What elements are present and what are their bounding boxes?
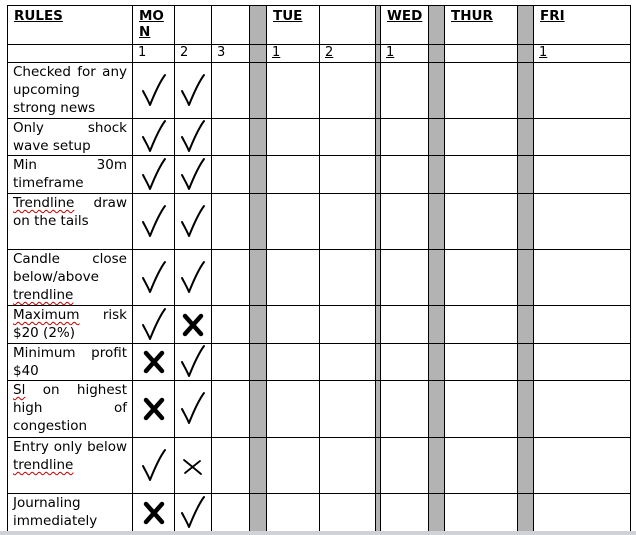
- rule-text: Minimum profit $40: [8, 344, 133, 381]
- wed-header: WED: [381, 6, 429, 45]
- empty-cell: [320, 438, 376, 494]
- day-separator: [250, 63, 267, 119]
- rule-mark-mon-2: [175, 63, 212, 119]
- handwritten-check-icon: [179, 391, 207, 427]
- rule-mark-mon-2: [175, 438, 212, 494]
- day-separator: [429, 6, 445, 45]
- rule-text: Candle close below/above trendline: [8, 250, 133, 306]
- rule-mark-mon-2: [175, 344, 212, 381]
- day-separator: [250, 494, 267, 532]
- empty-cell: [267, 306, 320, 344]
- rule-mark-mon-1: [133, 306, 175, 344]
- rule-row: [8, 306, 631, 344]
- day-separator: [429, 194, 445, 250]
- empty-cell: [534, 381, 631, 438]
- empty-cell: [381, 438, 429, 494]
- empty-cell: [320, 119, 376, 156]
- mon-session-1: 1: [133, 45, 175, 63]
- bold-cross-icon: [143, 350, 165, 374]
- handwritten-check-icon: [179, 495, 207, 531]
- empty-cell: [320, 63, 376, 119]
- empty-cell: [445, 494, 518, 532]
- empty-cell: [212, 381, 250, 438]
- day-separator: [250, 344, 267, 381]
- rule-row: [8, 63, 631, 119]
- rule-mark-mon-2: [175, 494, 212, 532]
- empty-cell: [267, 194, 320, 250]
- rule-text: Checked for any upcoming strong news: [8, 63, 133, 119]
- empty-cell: [320, 250, 376, 306]
- empty-cell: [534, 494, 631, 532]
- rule-row: [8, 194, 631, 250]
- day-separator: [429, 494, 445, 532]
- rule-row: [8, 156, 631, 194]
- rule-text: Sl on highest high of congestion: [8, 381, 133, 438]
- empty-cell: [534, 194, 631, 250]
- empty-cell: [445, 156, 518, 194]
- rule-mark-mon-1: [133, 344, 175, 381]
- rule-row: [8, 438, 631, 494]
- empty-cell: [534, 250, 631, 306]
- thur-header: THUR: [445, 6, 518, 45]
- tue-session-1: 1: [267, 45, 320, 63]
- tue-session-2: 2: [320, 45, 376, 63]
- empty-cell: [267, 494, 320, 532]
- rule-mark-mon-1: [133, 250, 175, 306]
- mon-session-2: 2: [175, 45, 212, 63]
- rule-mark-mon-2: [175, 250, 212, 306]
- rule-text: Maximum risk $20 (2%): [8, 306, 133, 344]
- empty-cell: [212, 194, 250, 250]
- rule-mark-mon-2: [175, 306, 212, 344]
- day-separator: [518, 250, 534, 306]
- mon-session-3: 3: [212, 45, 250, 63]
- rule-mark-mon-1: [133, 194, 175, 250]
- fri-session-1: 1: [534, 45, 631, 63]
- day-separator: [250, 381, 267, 438]
- empty-cell: [381, 381, 429, 438]
- empty-cell: [267, 156, 320, 194]
- day-separator: [518, 381, 534, 438]
- empty-cell: [267, 381, 320, 438]
- day-separator: [518, 119, 534, 156]
- empty-cell: [212, 156, 250, 194]
- handwritten-check-icon: [179, 204, 207, 240]
- fri-header: FRI: [534, 6, 631, 45]
- rule-row: [8, 119, 631, 156]
- rule-mark-mon-1: [133, 494, 175, 532]
- mon-header: MO N: [133, 6, 175, 45]
- day-separator: [250, 119, 267, 156]
- empty-cell: [445, 306, 518, 344]
- empty-cell: [445, 381, 518, 438]
- empty-cell: [381, 63, 429, 119]
- rule-text: Journaling immediately: [8, 494, 133, 532]
- empty-cell: [534, 119, 631, 156]
- handwritten-check-icon: [140, 448, 168, 484]
- empty-cell: [320, 194, 376, 250]
- rule-mark-mon-1: [133, 156, 175, 194]
- handwritten-check-icon: [179, 73, 207, 109]
- empty-cell: [320, 381, 376, 438]
- empty-cell: [534, 306, 631, 344]
- rule-mark-mon-1: [133, 119, 175, 156]
- day-separator: [518, 438, 534, 494]
- empty-cell: [445, 250, 518, 306]
- empty-cell: [381, 494, 429, 532]
- rule-mark-mon-2: [175, 119, 212, 156]
- rule-mark-mon-1: [133, 438, 175, 494]
- session-number-row: [8, 45, 631, 63]
- day-separator: [518, 494, 534, 532]
- empty-cell: [267, 344, 320, 381]
- rule-row: [8, 381, 631, 438]
- empty-cell: [267, 438, 320, 494]
- window-bottom-edge: [0, 531, 636, 535]
- rule-row: [8, 344, 631, 381]
- bold-cross-icon: [182, 313, 204, 337]
- wed-session-1: 1: [381, 45, 429, 63]
- tue-header: TUE: [267, 6, 320, 45]
- empty-cell: [212, 344, 250, 381]
- handwritten-check-icon: [140, 204, 168, 240]
- empty-cell: [381, 344, 429, 381]
- bold-cross-icon: [143, 501, 165, 525]
- empty-cell: [381, 156, 429, 194]
- empty-cell: [445, 344, 518, 381]
- empty-cell: [445, 119, 518, 156]
- handwritten-check-icon: [179, 260, 207, 296]
- thur-session-1: [445, 45, 518, 63]
- empty-cell: [445, 438, 518, 494]
- handwritten-check-icon: [140, 307, 168, 343]
- empty-cell: [267, 250, 320, 306]
- rule-text: Only shock wave setup: [8, 119, 133, 156]
- day-header-row: [8, 6, 631, 45]
- rule-mark-mon-1: [133, 381, 175, 438]
- rule-mark-mon-1: [133, 63, 175, 119]
- empty-cell: [320, 156, 376, 194]
- day-separator: [429, 438, 445, 494]
- day-separator: [429, 381, 445, 438]
- empty-cell: [320, 494, 376, 532]
- rule-row: [8, 494, 631, 532]
- empty-cell: [212, 494, 250, 532]
- empty-cell: [320, 344, 376, 381]
- empty-cell: [445, 63, 518, 119]
- handwritten-check-icon: [140, 119, 168, 155]
- day-separator: [518, 306, 534, 344]
- bold-cross-icon: [143, 397, 165, 421]
- rule-row: [8, 250, 631, 306]
- day-separator: [518, 156, 534, 194]
- handwritten-check-icon: [140, 73, 168, 109]
- rule-mark-mon-2: [175, 381, 212, 438]
- rule-text: Trendline draw on the tails: [8, 194, 133, 250]
- empty-cell: [267, 119, 320, 156]
- rule-mark-mon-2: [175, 156, 212, 194]
- day-separator: [429, 250, 445, 306]
- empty-cell: [534, 344, 631, 381]
- day-separator: [429, 63, 445, 119]
- day-separator: [250, 438, 267, 494]
- empty-cell: [212, 250, 250, 306]
- day-separator: [518, 63, 534, 119]
- day-separator: [250, 6, 267, 45]
- empty-cell: [381, 306, 429, 344]
- day-separator: [429, 344, 445, 381]
- empty-cell: [534, 63, 631, 119]
- empty-cell: [381, 119, 429, 156]
- day-separator: [250, 156, 267, 194]
- empty-cell: [445, 194, 518, 250]
- empty-cell: [212, 119, 250, 156]
- handwritten-check-icon: [179, 344, 207, 380]
- day-separator: [518, 344, 534, 381]
- rule-text: Entry only below trendline: [8, 438, 133, 494]
- handwritten-check-icon: [140, 260, 168, 296]
- day-separator: [429, 306, 445, 344]
- empty-cell: [381, 250, 429, 306]
- empty-cell: [212, 63, 250, 119]
- empty-cell: [212, 306, 250, 344]
- day-separator: [429, 156, 445, 194]
- handwritten-cross-icon: [180, 456, 206, 476]
- empty-cell: [381, 194, 429, 250]
- day-separator: [429, 119, 445, 156]
- rules-header: RULES: [8, 6, 133, 45]
- day-separator: [518, 6, 534, 45]
- day-separator: [250, 250, 267, 306]
- rules-checklist-table: [7, 5, 631, 532]
- handwritten-check-icon: [179, 157, 207, 193]
- day-separator: [250, 306, 267, 344]
- empty-cell: [534, 438, 631, 494]
- empty-cell: [267, 63, 320, 119]
- day-separator: [250, 194, 267, 250]
- handwritten-check-icon: [140, 157, 168, 193]
- rule-mark-mon-2: [175, 194, 212, 250]
- empty-cell: [320, 306, 376, 344]
- handwritten-check-icon: [179, 119, 207, 155]
- empty-cell: [534, 156, 631, 194]
- day-separator: [518, 194, 534, 250]
- rule-text: Min 30m timeframe: [8, 156, 133, 194]
- empty-cell: [212, 438, 250, 494]
